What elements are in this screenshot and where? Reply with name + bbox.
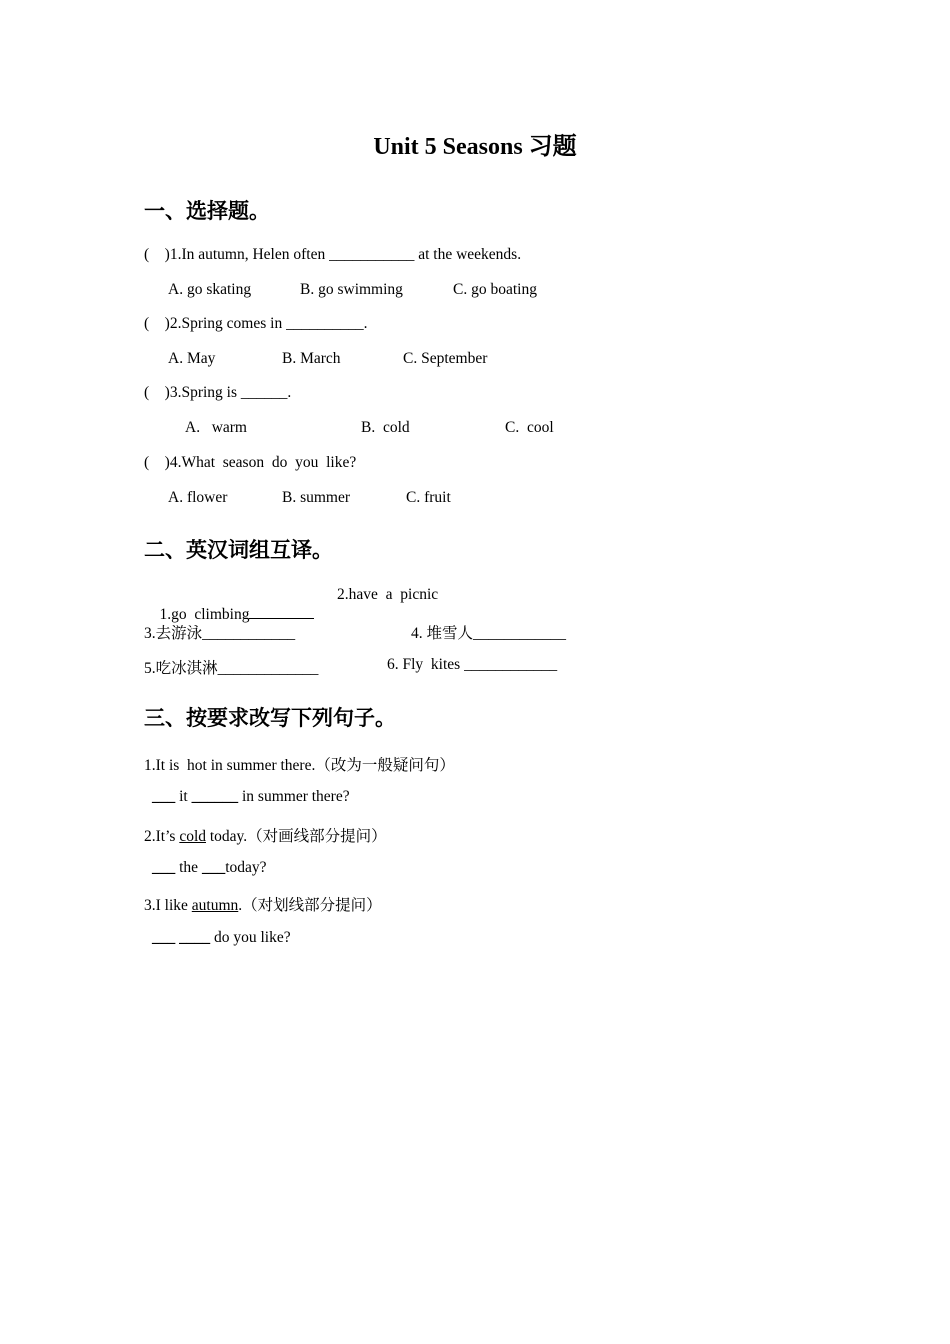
answer-line [249, 604, 314, 619]
underlined-word: autumn [191, 897, 239, 914]
question-stem: ( )4.What season do you like? [144, 454, 357, 471]
answer-text: the [175, 859, 202, 876]
translation-item: 6. Fly kites ____________ [387, 656, 558, 673]
section-heading-translation: 二、英汉词组互译。 [144, 538, 333, 562]
option-b: B. go swimming [300, 281, 403, 298]
rewrite-question: 1.It is hot in summer there.（改为一般疑问句） [144, 757, 455, 774]
translation-item: 4. 堆雪人____________ [411, 625, 567, 642]
rewrite-question [144, 824, 387, 846]
answer-text: it [175, 788, 192, 805]
question-text: today.（对画线部分提问） [206, 828, 387, 845]
answer-line [152, 929, 291, 947]
question-stem: ( )1.In autumn, Helen often ___________ at the weekends. [144, 246, 522, 263]
option-a: A. May [168, 350, 216, 367]
answer-text: do you like? [210, 929, 291, 946]
answer-text: today? [225, 859, 267, 876]
option-a: A. flower [168, 489, 228, 506]
translation-item-text: 1.go climbing [159, 606, 250, 623]
option-c: C. September [403, 350, 488, 367]
translation-item: 5.吃冰淇淋_____________ [144, 660, 319, 677]
page-title: Unit 5 Seasons 习题 [373, 134, 577, 160]
translation-item: 2.have a picnic [337, 586, 439, 603]
question-text: 2.It’s [144, 828, 180, 845]
answer-text: in summer there? [238, 788, 350, 805]
option-c: C. go boating [453, 281, 537, 298]
answer-line [152, 788, 350, 806]
blank: ___ [152, 859, 176, 876]
question-stem: ( )3.Spring is ______. [144, 384, 292, 401]
blank: ____ [179, 929, 211, 946]
option-a: A. warm [185, 419, 247, 436]
option-b: B. March [282, 350, 341, 367]
question-text: .（对划线部分提问） [238, 897, 382, 914]
blank: ___ [152, 929, 176, 946]
answer-line [152, 859, 267, 877]
section-heading-choice: 一、选择题。 [144, 199, 270, 223]
section-heading-rewrite: 三、按要求改写下列句子。 [144, 706, 396, 730]
blank: ___ [152, 788, 176, 805]
blank: ___ [201, 859, 226, 876]
rewrite-question [144, 893, 382, 915]
option-a: A. go skating [168, 281, 252, 298]
translation-item: 3.去游泳____________ [144, 625, 296, 642]
option-c: C. fruit [406, 489, 451, 506]
option-b: B. summer [282, 489, 351, 506]
option-c: C. cool [505, 419, 554, 436]
blank: ______ [191, 788, 239, 805]
underlined-word: cold [179, 828, 206, 845]
question-stem: ( )2.Spring comes in __________. [144, 315, 368, 332]
option-b: B. cold [361, 419, 410, 436]
question-text: 3.I like [144, 897, 192, 914]
